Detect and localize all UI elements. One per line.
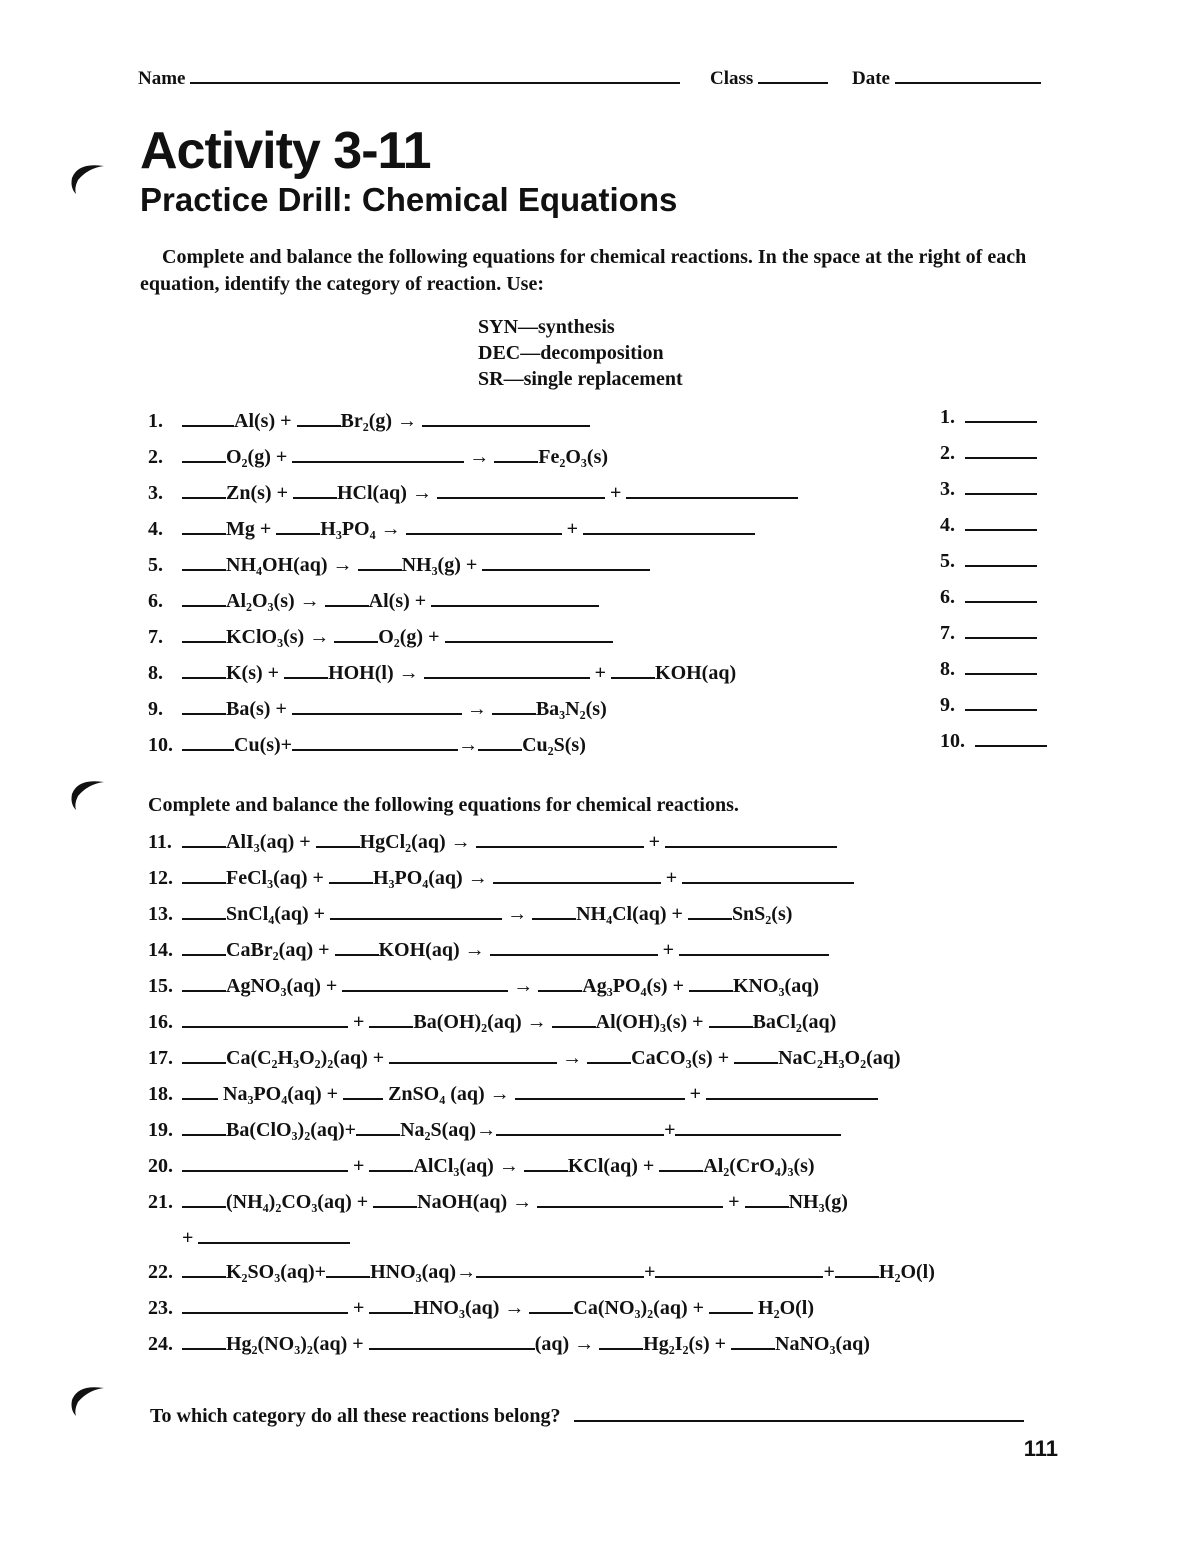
answer-blank[interactable] xyxy=(334,623,378,643)
answer-blank[interactable] xyxy=(529,1294,573,1314)
answer-blank[interactable] xyxy=(182,972,226,992)
equation-number: 15. xyxy=(148,975,173,997)
answer-blank[interactable] xyxy=(665,828,837,848)
equation-text: O₂(g) + xyxy=(226,446,293,468)
equation-text: AlI₃(aq) + xyxy=(226,831,316,853)
equation-number: 22. xyxy=(148,1261,173,1283)
class-label: Class xyxy=(710,68,754,89)
category-answer-blank[interactable] xyxy=(965,691,1037,711)
answer-blank[interactable] xyxy=(835,1258,879,1278)
answer-blank[interactable] xyxy=(182,1008,348,1028)
answer-blank[interactable] xyxy=(325,587,369,607)
answer-row xyxy=(940,582,1037,612)
equation-number: 21. xyxy=(148,1191,173,1213)
answer-blank[interactable] xyxy=(537,1188,723,1208)
punch-hole-icon xyxy=(68,1380,112,1420)
equation-number: 5. xyxy=(148,554,163,576)
answer-blank[interactable] xyxy=(659,1152,703,1172)
answer-blank[interactable] xyxy=(679,936,829,956)
answer-blank[interactable] xyxy=(583,515,755,535)
answer-row xyxy=(940,618,1037,648)
equation-number: 24. xyxy=(148,1333,173,1355)
equation-row xyxy=(148,935,829,965)
equation-row xyxy=(148,586,599,616)
equation-row xyxy=(148,899,792,929)
final-answer-line[interactable] xyxy=(574,1400,1024,1422)
equation-row xyxy=(148,1187,848,1217)
equation-text: H₃PO₄(aq) → xyxy=(372,867,493,889)
instructions-part2: Complete and balance the following equations for chemical reactions. xyxy=(148,794,739,816)
answer-number: 8. xyxy=(940,658,955,680)
equation-text: SnCl₄(aq) + xyxy=(226,903,331,925)
equation-text: Al(s) + xyxy=(368,590,432,612)
equation-text: BaCl₂(aq) xyxy=(752,1011,837,1033)
answer-number: 6. xyxy=(940,586,955,608)
equation-text: K(s) + xyxy=(226,662,285,684)
answer-number: 7. xyxy=(940,622,955,644)
answer-row xyxy=(940,726,1047,756)
equation-text: NH₄OH(aq) → xyxy=(226,554,358,576)
equation-text: KNO₃(aq) xyxy=(733,975,819,997)
answer-blank[interactable] xyxy=(292,731,458,751)
equation-text: → xyxy=(508,975,539,997)
answer-blank[interactable] xyxy=(182,900,226,920)
answer-blank[interactable] xyxy=(182,936,226,956)
equation-text: + xyxy=(182,1227,199,1249)
answer-number: 10. xyxy=(940,730,965,752)
equation-text: Cu₂S(s) xyxy=(522,734,586,756)
answer-blank[interactable] xyxy=(182,1152,348,1172)
name-field-row xyxy=(138,62,680,90)
equation-row xyxy=(148,1007,836,1037)
equation-text: → xyxy=(461,698,492,720)
category-answer-blank[interactable] xyxy=(965,403,1037,423)
category-answer-blank[interactable] xyxy=(965,547,1037,567)
equation-number: 13. xyxy=(148,903,173,925)
answer-blank[interactable] xyxy=(369,1330,535,1350)
legend-dec: DEC—decomposition xyxy=(478,342,664,364)
equation-text: Cu(s)+ xyxy=(234,734,293,756)
answer-blank[interactable] xyxy=(182,623,226,643)
date-field-row xyxy=(852,62,1041,90)
answer-blank[interactable] xyxy=(626,479,798,499)
equation-number: 3. xyxy=(148,482,163,504)
equation-row xyxy=(148,1257,935,1287)
equation-number: 17. xyxy=(148,1047,173,1069)
equation-row xyxy=(148,1115,841,1145)
answer-blank[interactable] xyxy=(494,443,538,463)
equation-text: Al₂O₃(s) → xyxy=(226,590,325,612)
equation-row xyxy=(148,694,607,724)
equation-text: + xyxy=(604,482,627,504)
equation-row xyxy=(148,1151,815,1181)
answer-blank[interactable] xyxy=(297,407,341,427)
answer-blank[interactable] xyxy=(356,1116,400,1136)
equation-text: Na₂S(aq)→ xyxy=(400,1119,497,1141)
answer-blank[interactable] xyxy=(493,864,661,884)
answer-blank[interactable] xyxy=(476,1258,644,1278)
answer-blank[interactable] xyxy=(182,659,226,679)
class-field-row xyxy=(710,62,828,90)
class-input-line[interactable] xyxy=(758,62,828,84)
equation-text: + xyxy=(723,1191,745,1213)
answer-blank[interactable] xyxy=(316,828,360,848)
answer-blank[interactable] xyxy=(532,900,576,920)
answer-blank[interactable] xyxy=(476,828,644,848)
answer-blank[interactable] xyxy=(482,551,650,571)
equation-text: Ba(ClO₃)₂(aq)+ xyxy=(226,1119,357,1141)
equation-row xyxy=(148,1293,814,1323)
answer-blank[interactable] xyxy=(492,695,536,715)
equation-text: Zn(s) + xyxy=(226,482,293,504)
answer-blank[interactable] xyxy=(369,1294,413,1314)
answer-row xyxy=(940,510,1037,540)
equation-text: HNO₃(aq)→ xyxy=(370,1261,477,1283)
equation-row xyxy=(148,730,586,760)
answer-blank[interactable] xyxy=(709,1294,753,1314)
equation-text: + xyxy=(643,831,666,853)
equation-number: 14. xyxy=(148,939,173,961)
equation-text: Al₂(CrO₄)₃(s) xyxy=(703,1155,815,1177)
answer-blank[interactable] xyxy=(389,1044,557,1064)
answer-blank[interactable] xyxy=(182,587,226,607)
equation-text: NaC₂H₃O₂(aq) xyxy=(778,1047,901,1069)
answer-blank[interactable] xyxy=(182,864,226,884)
answer-blank[interactable] xyxy=(343,1080,383,1100)
equation-text: Ca(NO₃)₂(aq) + xyxy=(573,1297,710,1319)
answer-blank[interactable] xyxy=(689,972,733,992)
answer-row xyxy=(940,438,1037,468)
equation-text: Na₃PO₄(aq) + xyxy=(218,1083,344,1105)
answer-blank[interactable] xyxy=(330,900,502,920)
equation-row xyxy=(148,406,590,436)
answer-blank[interactable] xyxy=(599,1330,643,1350)
equation-text: Mg + xyxy=(226,518,277,540)
answer-blank[interactable] xyxy=(276,515,320,535)
answer-blank[interactable] xyxy=(198,1224,350,1244)
answer-row xyxy=(940,546,1037,576)
answer-blank[interactable] xyxy=(406,515,562,535)
category-answer-blank[interactable] xyxy=(965,655,1037,675)
equation-text: SnS₂(s) xyxy=(731,903,793,925)
equation-text: + xyxy=(348,1155,370,1177)
answer-blank[interactable] xyxy=(182,828,226,848)
equation-text: Ba₃N₂(s) xyxy=(535,698,607,720)
answer-blank[interactable] xyxy=(293,479,337,499)
answer-row xyxy=(940,654,1037,684)
equation-number: 23. xyxy=(148,1297,173,1319)
answer-blank[interactable] xyxy=(369,1008,413,1028)
equation-text: H₂O(l) xyxy=(878,1261,935,1283)
answer-blank[interactable] xyxy=(515,1080,685,1100)
equation-row xyxy=(148,442,608,472)
answer-blank[interactable] xyxy=(445,623,613,643)
equation-number: 12. xyxy=(148,867,173,889)
equation-number: 18. xyxy=(148,1083,173,1105)
answer-blank[interactable] xyxy=(182,1258,226,1278)
equation-text: Hg₂I₂(s) + xyxy=(643,1333,732,1355)
answer-blank[interactable] xyxy=(706,1080,878,1100)
answer-blank[interactable] xyxy=(437,479,605,499)
equation-text: NH₃(g) + xyxy=(401,554,483,576)
equation-row xyxy=(148,514,755,544)
answer-row xyxy=(940,474,1037,504)
answer-blank[interactable] xyxy=(329,864,373,884)
category-answer-blank[interactable] xyxy=(965,511,1037,531)
answer-blank[interactable] xyxy=(369,1152,413,1172)
category-legend xyxy=(478,314,683,392)
date-input-line[interactable] xyxy=(895,62,1041,84)
answer-blank[interactable] xyxy=(342,972,508,992)
equation-text: + xyxy=(561,518,584,540)
activity-title: Activity 3-11 xyxy=(140,122,431,180)
equation-text: + xyxy=(348,1011,370,1033)
equation-text: AgNO₃(aq) + xyxy=(226,975,343,997)
equation-row xyxy=(148,971,819,1001)
answer-number: 4. xyxy=(940,514,955,536)
legend-syn: SYN—synthesis xyxy=(478,316,615,338)
equation-text: → xyxy=(464,446,495,468)
equation-number: 20. xyxy=(148,1155,173,1177)
answer-blank[interactable] xyxy=(182,479,226,499)
answer-blank[interactable] xyxy=(675,1116,841,1136)
equation-text: + xyxy=(823,1261,835,1283)
equation-text: ZnSO₄ (aq) → xyxy=(383,1083,515,1105)
equation-text: Al(OH)₃(s) + xyxy=(595,1011,709,1033)
equation-text: + xyxy=(348,1297,370,1319)
equation-text: Ba(OH)₂(aq) → xyxy=(413,1011,552,1033)
answer-blank[interactable] xyxy=(731,1330,775,1350)
answer-blank[interactable] xyxy=(524,1152,568,1172)
equation-number: 7. xyxy=(148,626,163,648)
equation-text: Ca(C₂H₃O₂)₂(aq) + xyxy=(226,1047,390,1069)
equation-number: 10. xyxy=(148,734,173,756)
answer-blank[interactable] xyxy=(424,659,590,679)
equation-text: + xyxy=(660,867,683,889)
equation-row xyxy=(148,658,736,688)
equation-row xyxy=(148,1043,901,1073)
answer-blank[interactable] xyxy=(284,659,328,679)
answer-blank[interactable] xyxy=(182,551,226,571)
equation-row xyxy=(148,827,837,857)
answer-blank[interactable] xyxy=(709,1008,753,1028)
answer-row xyxy=(940,690,1037,720)
equation-text: (aq) → xyxy=(534,1333,600,1355)
equation-text: + xyxy=(684,1083,707,1105)
answer-blank[interactable] xyxy=(587,1044,631,1064)
equation-text: CaBr₂(aq) + xyxy=(226,939,335,961)
equation-number: 2. xyxy=(148,446,163,468)
answer-blank[interactable] xyxy=(182,695,226,715)
answer-blank[interactable] xyxy=(655,1258,823,1278)
category-answer-blank[interactable] xyxy=(965,583,1037,603)
page-number: 111 xyxy=(1023,1436,1058,1461)
equation-text: NH₃(g) xyxy=(788,1191,848,1213)
answer-blank[interactable] xyxy=(478,731,522,751)
equation-text: KClO₃(s) → xyxy=(226,626,335,648)
final-question-row xyxy=(150,1400,1024,1430)
equation-text: FeCl₃(aq) + xyxy=(226,867,329,889)
answer-blank[interactable] xyxy=(422,407,590,427)
equation-text: NaOH(aq) → xyxy=(417,1191,538,1213)
equation-text: Hg₂(NO₃)₂(aq) + xyxy=(226,1333,369,1355)
answer-blank[interactable] xyxy=(745,1188,789,1208)
answer-blank[interactable] xyxy=(182,731,234,751)
answer-blank[interactable] xyxy=(182,443,226,463)
equation-text: + xyxy=(644,1261,656,1283)
equation-number: 4. xyxy=(148,518,163,540)
equation-text: + xyxy=(664,1119,676,1141)
name-input-line[interactable] xyxy=(190,62,680,84)
equation-text: Al(s) + xyxy=(234,410,297,432)
answer-blank[interactable] xyxy=(682,864,854,884)
equation-text: CaCO₃(s) + xyxy=(631,1047,735,1069)
answer-blank[interactable] xyxy=(182,1294,348,1314)
equation-text: AlCl₃(aq) → xyxy=(413,1155,524,1177)
equation-row xyxy=(148,1329,870,1359)
category-answer-blank[interactable] xyxy=(965,475,1037,495)
equation-number: 6. xyxy=(148,590,163,612)
activity-subtitle: Practice Drill: Chemical Equations xyxy=(140,181,678,218)
equation-text: H₃PO₄ → xyxy=(320,518,406,540)
answer-blank[interactable] xyxy=(552,1008,596,1028)
equation-text: + xyxy=(589,662,612,684)
equation-text: Fe₂O₃(s) xyxy=(538,446,609,468)
answer-blank[interactable] xyxy=(373,1188,417,1208)
answer-number: 3. xyxy=(940,478,955,500)
date-label: Date xyxy=(852,68,890,89)
equation-text: KOH(aq) xyxy=(655,662,737,684)
equation-row xyxy=(148,550,650,580)
equation-text: → xyxy=(458,734,479,756)
answer-blank[interactable] xyxy=(734,1044,778,1064)
answer-blank[interactable] xyxy=(292,695,462,715)
equation-text: H₂O(l) xyxy=(753,1297,815,1319)
equation-text: → xyxy=(557,1047,588,1069)
answer-blank[interactable] xyxy=(292,443,464,463)
equation-number: 19. xyxy=(148,1119,173,1141)
final-question: To which category do all these reactions belong? xyxy=(150,1405,561,1427)
name-label: Name xyxy=(138,68,186,89)
answer-blank[interactable] xyxy=(182,407,234,427)
answer-blank[interactable] xyxy=(431,587,599,607)
equation-text: HOH(l) → xyxy=(328,662,424,684)
equation-text: NaNO₃(aq) xyxy=(775,1333,870,1355)
answer-number: 1. xyxy=(940,406,955,428)
answer-number: 5. xyxy=(940,550,955,572)
equation-text: KCl(aq) + xyxy=(567,1155,660,1177)
legend-sr: SR—single replacement xyxy=(478,368,683,390)
answer-blank[interactable] xyxy=(358,551,402,571)
equation-text: HNO₃(aq) → xyxy=(413,1297,530,1319)
category-answer-blank[interactable] xyxy=(965,619,1037,639)
answer-blank[interactable] xyxy=(182,515,226,535)
equation-row xyxy=(148,863,854,893)
answer-blank[interactable] xyxy=(490,936,658,956)
equation-row xyxy=(148,478,798,508)
equation-text: → xyxy=(502,903,533,925)
answer-number: 2. xyxy=(940,442,955,464)
equation-number: 8. xyxy=(148,662,163,684)
equation-row xyxy=(148,1223,350,1253)
equation-text: Ag₃PO₄(s) + xyxy=(582,975,689,997)
equation-text: HgCl₂(aq) → xyxy=(359,831,476,853)
answer-blank[interactable] xyxy=(182,1330,226,1350)
equation-row xyxy=(148,1079,878,1109)
equation-number: 16. xyxy=(148,1011,173,1033)
punch-hole-icon xyxy=(68,774,112,814)
answer-blank[interactable] xyxy=(688,900,732,920)
equation-number: 9. xyxy=(148,698,163,720)
equation-row xyxy=(148,622,613,652)
punch-hole-icon xyxy=(68,158,112,198)
answer-blank[interactable] xyxy=(182,1044,226,1064)
equation-text: Br₂(g) → xyxy=(340,410,423,432)
equation-number: 1. xyxy=(148,410,163,432)
answer-blank[interactable] xyxy=(496,1116,664,1136)
answer-row xyxy=(940,402,1037,432)
answer-number: 9. xyxy=(940,694,955,716)
equation-text: NH₄Cl(aq) + xyxy=(576,903,688,925)
instructions-part1: Complete and balance the following equations for chemical reactions. In the space at the right of each equation, identify the category of reaction. Use: xyxy=(140,246,1027,295)
equation-text: KOH(aq) → xyxy=(378,939,490,961)
answer-blank[interactable] xyxy=(611,659,655,679)
equation-text: HCl(aq) → xyxy=(336,482,437,504)
equation-text: K₂SO₃(aq)+ xyxy=(226,1261,327,1283)
answer-blank[interactable] xyxy=(326,1258,370,1278)
equation-text: O₂(g) + xyxy=(378,626,445,648)
answer-blank[interactable] xyxy=(182,1188,226,1208)
answer-blank[interactable] xyxy=(335,936,379,956)
equation-text: (NH₄)₂CO₃(aq) + xyxy=(226,1191,374,1213)
category-answer-blank[interactable] xyxy=(975,727,1047,747)
answer-blank[interactable] xyxy=(538,972,582,992)
answer-blank[interactable] xyxy=(182,1080,218,1100)
category-answer-blank[interactable] xyxy=(965,439,1037,459)
equation-number: 11. xyxy=(148,831,172,853)
answer-blank[interactable] xyxy=(182,1116,226,1136)
equation-text: Ba(s) + xyxy=(226,698,292,720)
equation-text: + xyxy=(657,939,680,961)
